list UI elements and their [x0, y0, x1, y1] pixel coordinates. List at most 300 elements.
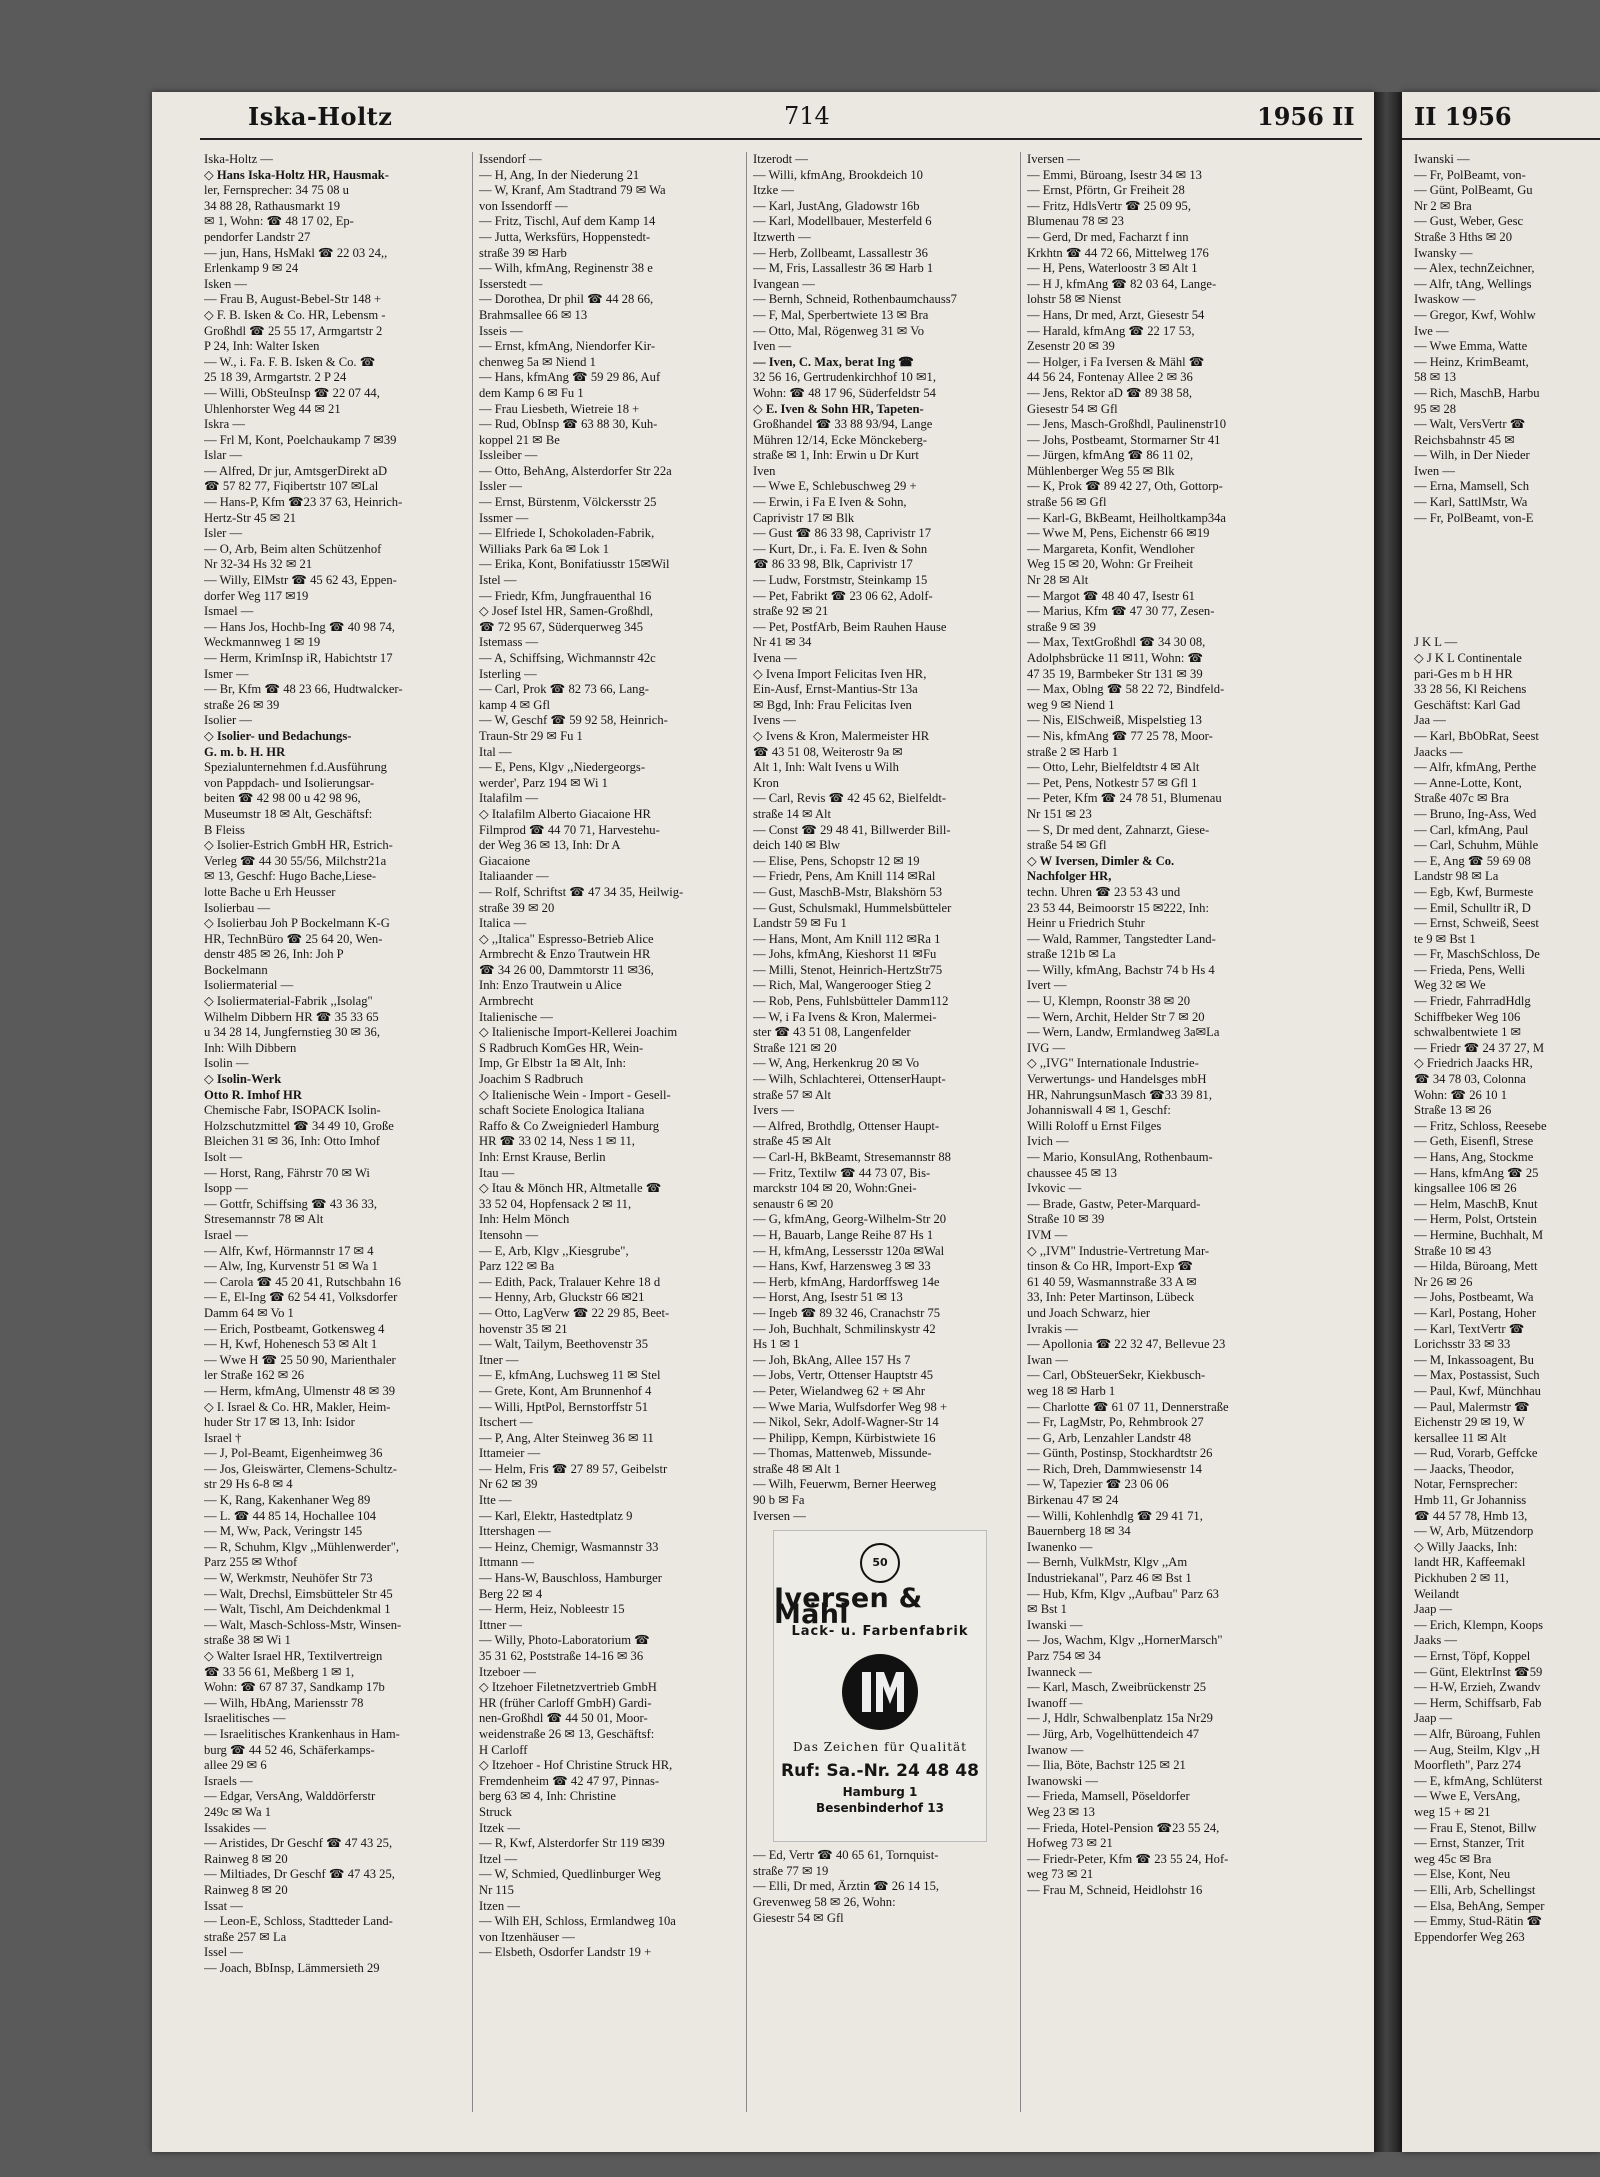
directory-entry-line: — Karl, SattlMstr, Wa: [1414, 495, 1528, 510]
directory-entry-line: — Walt, Tailym, Beethovenstr 35: [479, 1337, 649, 1352]
directory-entry-line: — Wilh, Feuerwm, Berner Heerweg: [753, 1477, 937, 1492]
directory-entry-line: — Ed, Vertr ☎ 40 65 61, Tornquist-: [753, 1848, 939, 1863]
directory-entry-line: von Issendorff —: [479, 198, 568, 213]
directory-entry-line: Bauernberg 18 ✉ 34: [1027, 1524, 1131, 1539]
directory-entry-line: — Willy, kfmAng, Bachstr 74 b Hs 4: [1027, 962, 1215, 977]
directory-entry-line: Lorichsstr 33 ✉ 33: [1414, 1337, 1511, 1352]
directory-entry-line: — A, Schiffsing, Wichmannstr 42c: [479, 651, 656, 665]
directory-entry-line: schwalbentwiete 1 ✉: [1414, 1025, 1522, 1040]
column-4: [1020, 152, 1279, 2112]
directory-entry-line: — Fritz, Tischl, Auf dem Kamp 14: [479, 214, 656, 229]
directory-entry-line: Traun-Str 29 ✉ Fu 1: [479, 728, 583, 743]
directory-entry-line: ◇ Willy Jaacks, Inh:: [1414, 1539, 1518, 1554]
directory-entry-line: kingsallee 106 ✉ 26: [1414, 1181, 1517, 1196]
directory-entry-line: — Herm, Heiz, Nobleestr 15: [479, 1602, 625, 1617]
directory-entry-line: — Peter, Kfm ☎ 24 78 51, Blumenau: [1027, 791, 1222, 806]
directory-entry-line: — Wilh EH, Schloss, Ermlandweg 10a: [479, 1914, 676, 1929]
directory-entry-line: — Iven, C. Max, berat Ing ☎: [753, 354, 914, 369]
directory-entry-line: — Aristides, Dr Geschf ☎ 47 43 25,: [204, 1836, 393, 1851]
directory-entry-line: — G, kfmAng, Georg-Wilhelm-Str 20: [753, 1212, 947, 1227]
directory-entry-line: Isken —: [204, 276, 248, 291]
directory-entry-line: Schiffbeker Weg 106: [1414, 1009, 1521, 1024]
directory-entry-line: J K L —: [1414, 635, 1458, 650]
directory-entry-line: Iwan —: [1027, 1352, 1068, 1367]
directory-entry-line: weg 73 ✉ 21: [1027, 1867, 1094, 1882]
directory-entry-line: Iven: [753, 463, 776, 478]
directory-entry-line: — Karl, Postang, Hoher: [1414, 1305, 1537, 1320]
directory-entry-line: — H J, kfmAng ☎ 82 03 64, Lange-: [1027, 276, 1217, 291]
directory-entry-line: — Gregor, Kwf, Wohlw: [1414, 307, 1536, 322]
directory-entry-line: straße 38 ✉ Wi 1: [204, 1633, 291, 1648]
directory-entry-line: — Frau M, Schneid, Heidlohstr 16: [1027, 1882, 1203, 1897]
directory-columns: [204, 152, 1364, 2122]
directory-entry-line: — Willi, kfmAng, Brookdeich 10: [753, 167, 923, 182]
directory-entry-line: chaussee 45 ✉ 13: [1027, 1165, 1117, 1180]
directory-entry-line: — Frieda, Hotel-Pension ☎23 55 24,: [1027, 1820, 1220, 1835]
directory-entry-line: Inh: Enzo Trautwein u Alice: [479, 978, 622, 993]
directory-entry-line: Istemass —: [479, 635, 539, 650]
directory-entry-line: — Erika, Kont, Bonifatiusstr 15✉Wil: [479, 557, 670, 572]
directory-entry-line: Giesestr 54 ✉ Gfl: [1027, 401, 1118, 416]
directory-entry-line: — Elli, Arb, Schellingst: [1414, 1882, 1536, 1897]
directory-entry-line: — Frau E, Stenot, Billw: [1414, 1820, 1537, 1835]
directory-entry-line: — Dorothea, Dr phil ☎ 44 28 66,: [479, 292, 654, 307]
directory-entry-line: — Ilia, Böte, Bachstr 125 ✉ 21: [1027, 1758, 1186, 1773]
directory-entry-line: — Gust, Weber, Gesc: [1414, 214, 1524, 229]
directory-entry-line: — R, Kwf, Alsterdorfer Str 119 ✉39: [479, 1836, 665, 1851]
directory-entry-line: Itzeboer —: [479, 1664, 536, 1679]
directory-entry-line: Straße 10 ✉ 39: [1027, 1212, 1105, 1227]
directory-entry-line: und Joach Schwarz, hier: [1027, 1305, 1151, 1320]
directory-entry-line: — Carl, Schuhm, Mühle: [1414, 838, 1539, 853]
directory-entry-line: — F, Mal, Sperbertwiete 13 ✉ Bra: [753, 307, 929, 322]
directory-entry-line: Hofweg 73 ✉ 21: [1027, 1836, 1113, 1851]
directory-entry-line: — Milli, Stenot, Heinrich-HertzStr75: [753, 962, 943, 977]
directory-entry-line: — Ernst, Pförtn, Gr Freiheit 28: [1027, 183, 1185, 198]
directory-entry-line: Nr 2 ✉ Bra: [1414, 198, 1472, 213]
directory-entry-line: [1414, 557, 1600, 573]
directory-entry-line: Isolin —: [204, 1056, 249, 1071]
directory-entry-line: — Aug, Steilm, Klgv ,,H: [1414, 1742, 1540, 1757]
directory-entry-line: [1414, 542, 1600, 558]
directory-entry-line: Pickhuben 2 ✉ 11,: [1414, 1571, 1509, 1586]
directory-entry-line: Isler —: [204, 526, 243, 541]
directory-entry-line: — Rud, ObInsp ☎ 63 88 30, Kuh-: [479, 417, 658, 432]
directory-entry-line: Ital —: [479, 744, 512, 759]
directory-entry-line: Itzke —: [753, 183, 794, 198]
directory-entry-line: chenweg 5a ✉ Niend 1: [479, 354, 596, 369]
directory-entry-line: Iwanski —: [1414, 152, 1470, 166]
directory-entry-line: — Harald, kfmAng ☎ 22 17 53,: [1027, 323, 1195, 338]
directory-entry-line: — Ingeb ☎ 89 32 46, Cranachstr 75: [753, 1305, 941, 1320]
directory-entry-line: — Rolf, Schriftst ☎ 47 34 35, Heilwig-: [479, 884, 684, 899]
directory-entry-line: — M, Fris, Lassallestr 36 ✉ Harb 1: [753, 261, 934, 276]
directory-entry-line: — Gust, MaschB-Mstr, Blakshörn 53: [753, 884, 943, 899]
directory-entry-line: — Hans, kfmAng ☎ 25: [1414, 1165, 1539, 1180]
directory-entry-line: straße 121b ✉ La: [1027, 947, 1116, 962]
directory-entry-line: — Alfr, Büroang, Fuhlen: [1414, 1726, 1541, 1741]
directory-entry-line: Geschäftst: Karl Gad: [1414, 697, 1521, 712]
directory-entry-line: Itzerodt —: [753, 152, 808, 166]
directory-entry-line: Mühren 12/14, Ecke Mönckeberg-: [753, 432, 927, 447]
directory-entry-line: B Fleiss: [204, 822, 245, 837]
directory-entry-line: — Thomas, Mattenweb, Missunde-: [753, 1446, 932, 1461]
directory-entry-line: — Erich, Postbeamt, Gotkensweg 4: [204, 1321, 385, 1336]
directory-entry-line: — Elsa, BehAng, Semper: [1414, 1898, 1545, 1913]
directory-entry-line: straße ✉ 1, Inh: Erwin u Dr Kurt: [753, 448, 919, 463]
directory-entry-line: — G, Arb, Lenzahler Landstr 48: [1027, 1430, 1192, 1445]
directory-entry-line: — Alw, Ing, Kurvenstr 51 ✉ Wa 1: [204, 1259, 378, 1274]
directory-entry-line: dem Kamp 6 ✉ Fu 1: [479, 385, 584, 400]
directory-entry-line: — Erna, Mamsell, Sch: [1414, 479, 1530, 494]
directory-entry-line: — Fritz, HdlsVertr ☎ 25 09 95,: [1027, 198, 1192, 213]
directory-entry-line: ✉ Bst 1: [1027, 1602, 1067, 1617]
ad-motto: Das Zeichen für Qualität: [792, 1740, 968, 1755]
directory-entry-line: Iwanneck —: [1027, 1664, 1092, 1679]
directory-entry-line: Weckmannweg 1 ✉ 19: [204, 635, 321, 650]
directory-entry-line: — Joh, Buchhalt, Schmilinskystr 42: [753, 1321, 936, 1336]
directory-entry-line: Stresemannstr 78 ✉ Alt: [204, 1212, 324, 1227]
directory-entry-line: — Helm, Fris ☎ 27 89 57, Geibelstr: [479, 1461, 668, 1476]
directory-entry-line: weidenstraße 26 ✉ 13, Geschäftsf:: [479, 1726, 655, 1741]
directory-entry-line: — Brade, Gastw, Peter-Marquard-: [1027, 1196, 1201, 1211]
directory-entry-line: — Margot ☎ 48 40 47, Isestr 61: [1027, 588, 1195, 603]
directory-entry-line: Itschert —: [479, 1415, 533, 1430]
directory-entry-line: u 34 28 14, Jungfernstieg 30 ✉ 36,: [204, 1025, 381, 1040]
directory-entry-line: Itner —: [479, 1352, 519, 1367]
directory-entry-line: — E, Ang ☎ 59 69 08: [1414, 853, 1531, 868]
directory-entry-line: Ivens —: [753, 713, 797, 728]
directory-entry-line: — Carl, kfmAng, Paul: [1414, 822, 1529, 837]
directory-entry-line: 33 52 04, Hopfensack 2 ✉ 11,: [479, 1196, 632, 1211]
directory-entry-line: — Karl, Masch, Zweibrückenstr 25: [1027, 1680, 1207, 1695]
directory-entry-line: — Friedr-Peter, Kfm ☎ 23 55 24, Hof-: [1027, 1851, 1229, 1866]
directory-entry-line: Berg 22 ✉ 4: [479, 1586, 543, 1601]
directory-entry-line: — Jürgen, kfmAng ☎ 86 11 02,: [1027, 448, 1194, 463]
directory-entry-line: Spezialunternehmen f.d.Ausführung: [204, 760, 387, 775]
directory-entry-line: 34 88 28, Rathausmarkt 19: [204, 198, 341, 213]
directory-entry-line: ◇ Josef Istel HR, Samen-Großhdl,: [479, 604, 654, 619]
directory-entry-line: — Alfr, tAng, Wellings: [1414, 276, 1532, 291]
directory-entry-line: — Edith, Pack, Tralauer Kehre 18 d: [479, 1274, 661, 1289]
directory-entry-line: koppel 21 ✉ Be: [479, 432, 560, 447]
directory-entry-line: straße 39 ✉ Harb: [479, 245, 567, 260]
directory-entry-line: — Wilh, in Der Nieder: [1414, 448, 1530, 463]
directory-entry-line: — Frau Liesbeth, Wietreie 18 +: [479, 401, 640, 416]
directory-entry-line: — Walt, VersVertr ☎: [1414, 417, 1526, 432]
directory-entry-line: — Jürg, Arb, Vogelhüttendeich 47: [1027, 1726, 1200, 1741]
directory-entry-line: — W, Ang, Herkenkrug 20 ✉ Vo: [753, 1056, 920, 1071]
directory-entry-line: [1414, 604, 1600, 620]
directory-entry-line: — Max, TextGroßhdl ☎ 34 30 08,: [1027, 635, 1206, 650]
directory-entry-line: landt HR, Kaffeemakl: [1414, 1555, 1526, 1570]
directory-entry-line: Israel —: [204, 1227, 248, 1242]
directory-entry-line: Filmprod ☎ 44 70 71, Harvestehu-: [479, 822, 660, 837]
directory-entry-line: ◇ Walter Israel HR, Textilvertreign: [204, 1649, 383, 1663]
directory-entry-line: — Pet, Fabrikt ☎ 23 06 62, Adolf-: [753, 588, 933, 603]
directory-entry-line: Straße 121 ✉ 20: [753, 1040, 837, 1055]
directory-entry-line: Nr 28 ✉ Alt: [1027, 573, 1089, 588]
directory-entry-line: Johanniswall 4 ✉ 1, Geschf:: [1027, 1103, 1171, 1118]
directory-entry-line: 47 35 19, Barmbeker Str 131 ✉ 39: [1027, 666, 1203, 681]
directory-entry-line: ◇ Itau & Mönch HR, Altmetalle ☎: [479, 1181, 662, 1196]
directory-entry-line: huder Str 17 ✉ 13, Inh: Isidor: [204, 1415, 355, 1430]
directory-entry-line: — Johs, Postbeamt, Stormarner Str 41: [1027, 432, 1221, 447]
directory-entry-line: — P, Ang, Alter Steinweg 36 ✉ 11: [479, 1430, 654, 1445]
directory-entry-line: — Karl, TextVertr ☎: [1414, 1321, 1525, 1336]
directory-entry-line: — Fr, PolBeamt, von-E: [1414, 510, 1534, 525]
directory-entry-line: — Elfriede I, Schokoladen-Fabrik,: [479, 526, 655, 541]
directory-entry-line: ◇ Friedrich Jaacks HR,: [1414, 1056, 1533, 1071]
directory-entry-line: ◇ Italienische Wein - Import - Gesell-: [479, 1087, 671, 1102]
directory-entry-line: — Hans-P, Kfm ☎23 37 63, Heinrich-: [204, 495, 403, 510]
directory-entry-line: — Alfred, Brothdlg, Ottenser Haupt-: [753, 1118, 940, 1133]
directory-entry-line: Ivers —: [753, 1103, 794, 1118]
directory-entry-line: straße 45 ✉ Alt: [753, 1134, 832, 1149]
directory-entry-line: weg 15 + ✉ 21: [1414, 1804, 1491, 1819]
directory-entry-line: — Wern, Archit, Helder Str 7 ✉ 20: [1027, 1009, 1205, 1024]
directory-entry-line: Jaaks —: [1414, 1633, 1458, 1648]
directory-entry-line: Itensohn —: [479, 1227, 539, 1242]
directory-page-left: [152, 92, 1374, 2152]
directory-entry-line: Istel —: [479, 573, 517, 588]
directory-entry-line: Reichsbahnstr 45 ✉: [1414, 432, 1515, 447]
directory-entry-line: Ittner —: [479, 1617, 523, 1632]
directory-entry-line: Großhandel ☎ 33 88 93/94, Lange: [753, 417, 933, 432]
directory-entry-line: — Joh, BkAng, Allee 157 Hs 7: [753, 1352, 911, 1367]
directory-entry-line: — E, Arb, Klgv ,,Kiesgrube",: [479, 1243, 629, 1258]
directory-entry-line: ◇ Isolier- und Bedachungs-: [204, 728, 352, 743]
directory-entry-line: Italica —: [479, 916, 527, 931]
directory-entry-line: dorfer Weg 117 ✉19: [204, 588, 309, 603]
column-1: [204, 152, 456, 2112]
directory-entry-line: — U, Klempn, Roonstr 38 ✉ 20: [1027, 994, 1191, 1009]
directory-entry-line: P 24, Inh: Walter Isken: [204, 339, 320, 354]
directory-entry-line: — Hans-W, Bauschloss, Hamburger: [479, 1571, 662, 1586]
directory-entry-line: Isolierbau —: [204, 900, 271, 915]
directory-entry-line: allee 29 ✉ 6: [204, 1758, 267, 1773]
directory-entry-line: — Elise, Pens, Schopstr 12 ✉ 19: [753, 853, 920, 868]
directory-entry-line: te 9 ✉ Bst 1: [1414, 931, 1476, 946]
directory-entry-line: straße 2 ✉ Harb 1: [1027, 744, 1118, 759]
directory-entry-line: — Erwin, i Fa E Iven & Sohn,: [753, 495, 907, 510]
directory-entry-line: hovenstr 35 ✉ 21: [479, 1321, 568, 1336]
directory-entry-line: ◇ Isolin-Werk: [204, 1072, 282, 1087]
running-head-right: 1956 II: [1257, 102, 1355, 131]
directory-entry-line: — Walt, Tischl, Am Deichdenkmal 1: [204, 1602, 391, 1617]
directory-entry-line: Iwanenko —: [1027, 1539, 1093, 1554]
directory-entry-line: HR, TechnBüro ☎ 25 64 20, Wen-: [204, 931, 383, 946]
directory-entry-line: — Wwe E, VersAng,: [1414, 1789, 1521, 1804]
directory-entry-line: Itzwerth —: [753, 229, 811, 244]
directory-entry-line: — Hans Jos, Hochb-Ing ☎ 40 98 74,: [204, 619, 395, 634]
directory-entry-line: ☎ 57 82 77, Fiqibertstr 107 ✉Lal: [204, 479, 379, 494]
directory-entry-line: — Ernst, Schweiß, Seest: [1414, 916, 1539, 931]
directory-entry-line: — W, Schmied, Quedlinburger Weg: [479, 1867, 661, 1882]
directory-entry-line: Notar, Fernsprecher:: [1414, 1477, 1518, 1492]
directory-entry-line: — Heinz, KrimBeamt,: [1414, 354, 1529, 369]
directory-entry-line: Großhdl ☎ 25 55 17, Armgartstr 2: [204, 323, 383, 338]
directory-entry-line: — Hans, Ang, Stockme: [1414, 1150, 1534, 1164]
right-page-running-head: II 1956: [1414, 102, 1512, 131]
directory-entry-line: Weg 15 ✉ 20, Wohn: Gr Freiheit: [1027, 557, 1194, 572]
ad-phone: Ruf: Sa.-Nr. 24 48 48: [781, 1760, 979, 1781]
directory-entry-line: Isolier —: [204, 713, 252, 728]
directory-entry-line: Iwe —: [1414, 323, 1449, 338]
directory-page-right: [1402, 92, 1600, 2152]
directory-entry-line: weg 9 ✉ Niend 1: [1027, 697, 1115, 712]
directory-entry-line: ◇ Isolierbau Joh P Bockelmann K-G: [204, 916, 390, 931]
directory-entry-line: Heinr u Friedrich Stuhr: [1027, 916, 1145, 931]
directory-entry-line: — Peter, Wielandweg 62 + ✉ Ahr: [753, 1383, 926, 1398]
directory-entry-line: — H, Ang, In der Niederung 21: [479, 167, 640, 182]
directory-entry-line: Itte —: [479, 1493, 512, 1508]
directory-entry-line: — Helm, MaschB, Knut: [1414, 1196, 1538, 1211]
directory-entry-line: — Hermine, Buchhalt, M: [1414, 1227, 1544, 1242]
directory-entry-line: — Frieda, Pens, Welli: [1414, 962, 1526, 977]
directory-entry-line: — Jos, Wachm, Klgv ,,HornerMarsch": [1027, 1633, 1223, 1648]
directory-entry-line: — Günt, PolBeamt, Gu: [1414, 183, 1533, 198]
directory-entry-line: Isolt —: [204, 1150, 243, 1164]
directory-entry-line: ◇ Itzehoer - Hof Christine Struck HR,: [479, 1758, 673, 1773]
directory-entry-line: — Gerd, Dr med, Facharzt f inn: [1027, 229, 1189, 244]
directory-entry-line: Wohn: ☎ 26 10 1: [1414, 1087, 1508, 1102]
directory-entry-line: marckstr 104 ✉ 20, Wohn:Gnei-: [753, 1181, 917, 1196]
directory-entry-line: Caprivistr 17 ✉ Blk: [753, 510, 855, 525]
directory-entry-line: berg 63 ✉ 4, Inh: Christine: [479, 1789, 616, 1804]
anniversary-badge-icon: 50: [860, 1543, 900, 1583]
directory-entry-line: Fremdenheim ☎ 42 47 97, Pinnas-: [479, 1773, 660, 1788]
directory-entry-line: — Hans, Mont, Am Knill 112 ✉Ra 1: [753, 931, 941, 946]
directory-entry-line: Iwanowski —: [1027, 1773, 1099, 1788]
directory-entry-line: — Wald, Rammer, Tangstedter Land-: [1027, 931, 1216, 946]
directory-entry-line: — Carl, ObSteuerSekr, Kiekbusch-: [1027, 1368, 1206, 1383]
directory-entry-line: Bockelmann: [204, 962, 268, 977]
directory-entry-line: Nr 32-34 Hs 32 ✉ 21: [204, 557, 313, 572]
directory-entry-line: Krkhtn ☎ 44 72 66, Mittelweg 176: [1027, 245, 1209, 260]
directory-entry-line: — Joach, BbInsp, Lämmersieth 29: [204, 1960, 380, 1975]
directory-entry-line: [1414, 620, 1600, 636]
directory-entry-line: Ivena —: [753, 651, 797, 665]
directory-entry-line: — Mario, KonsulAng, Rothenbaum-: [1027, 1150, 1213, 1164]
directory-entry-line: — Erich, Klempn, Koops: [1414, 1617, 1544, 1632]
directory-entry-line: Itzek —: [479, 1820, 520, 1835]
directory-entry-line: Hmb 11, Gr Johanniss: [1414, 1493, 1527, 1508]
directory-entry-line: Alt 1, Inh: Walt Ivens u Wilh: [753, 760, 899, 775]
directory-entry-line: — Nis, kfmAng ☎ 77 25 78, Moor-: [1027, 728, 1213, 743]
directory-entry-line: straße 77 ✉ 19: [753, 1863, 829, 1878]
directory-entry-line: ◇ Isolier-Estrich GmbH HR, Estrich-: [204, 838, 393, 853]
directory-entry-line: Straße 10 ✉ 43: [1414, 1243, 1492, 1258]
directory-entry-line: — Rud, Vorarb, Geffcke: [1414, 1446, 1538, 1461]
directory-entry-line: Itzel —: [479, 1851, 518, 1866]
directory-entry-line: — Nikol, Sekr, Adolf-Wagner-Str 14: [753, 1415, 939, 1430]
directory-entry-line: IVM —: [1027, 1227, 1068, 1242]
directory-entry-line: — Frl M, Kont, Poelchaukamp 7 ✉39: [204, 432, 397, 447]
right-header-rule: [1402, 138, 1600, 140]
directory-entry-line: — Wwe Maria, Wulfsdorfer Weg 98 +: [753, 1399, 948, 1414]
directory-entry-line: ◇ E. Iven & Sohn HR, Tapeten-: [753, 401, 924, 416]
directory-entry-line: — Herm, kfmAng, Ulmenstr 48 ✉ 39: [204, 1383, 396, 1398]
directory-entry-line: — Paul, Malermstr ☎: [1414, 1399, 1530, 1414]
directory-entry-line: von Pappdach- und Isolierungsar-: [204, 775, 375, 790]
advertisement-iversen-maehl: [773, 1530, 987, 1842]
directory-entry-line: Isterling —: [479, 666, 537, 681]
directory-entry-line: — E, El-Ing ☎ 62 54 41, Volksdorfer: [204, 1290, 398, 1305]
directory-entry-line: denstr 485 ✉ 26, Inh: Joh P: [204, 947, 344, 962]
directory-entry-line: — Pet, Pens, Notkestr 57 ✉ Gfl 1: [1027, 775, 1198, 790]
directory-entry-line: — Edgar, VersAng, Walddörferstr: [204, 1789, 376, 1804]
directory-entry-line: — Karl-G, BkBeamt, Heilholtkamp34a: [1027, 510, 1227, 525]
directory-entry-line: 58 ✉ 13: [1414, 370, 1457, 385]
directory-entry-line: Ittameier —: [479, 1446, 541, 1461]
directory-entry-line: — Otto, Mal, Rögenweg 31 ✉ Vo: [753, 323, 925, 338]
directory-entry-line: Weg 23 ✉ 13: [1027, 1804, 1095, 1819]
directory-entry-line: ◇ Itzehoer Filetnetzvertrieb GmbH: [479, 1680, 657, 1695]
directory-entry-line: straße 257 ✉ La: [204, 1929, 287, 1944]
directory-entry-line: 61 40 59, Wasmannstraße 33 A ✉: [1027, 1274, 1197, 1289]
directory-entry-line: — W., i. Fa. F. B. Isken & Co. ☎: [204, 354, 376, 369]
directory-entry-line: — Elsbeth, Osdorfer Landstr 19 +: [479, 1945, 652, 1960]
directory-entry-line: Damm 64 ✉ Vo 1: [204, 1305, 294, 1320]
directory-entry-line: — W, Werkmstr, Neuhöfer Str 73: [204, 1571, 373, 1586]
directory-entry-line: — Egb, Kwf, Burmeste: [1414, 884, 1534, 899]
directory-entry-line: — Friedr, Pens, Am Knill 114 ✉Ral: [753, 869, 936, 884]
im-logo-icon: [840, 1652, 920, 1732]
directory-entry-line: Ismer —: [204, 666, 249, 681]
directory-entry-line: — E, kfmAng, Schlüterst: [1414, 1773, 1543, 1788]
directory-entry-line: — Wwe M, Pens, Eichenstr 66 ✉19: [1027, 526, 1210, 541]
directory-entry-line: — Ernst, Bürstenm, Völckersstr 25: [479, 495, 657, 510]
directory-entry-line: 249c ✉ Wa 1: [204, 1804, 272, 1819]
directory-entry-line: 44 56 24, Fontenay Allee 2 ✉ 36: [1027, 370, 1193, 385]
directory-entry-line: — Herb, kfmAng, Hardorffsweg 14e: [753, 1274, 940, 1289]
directory-entry-line: — R, Schuhm, Klgv ,,Mühlenwerder",: [204, 1539, 400, 1554]
directory-entry-line: Issel —: [204, 1945, 243, 1960]
directory-entry-line: Isserstedt —: [479, 276, 543, 291]
directory-entry-line: — Jobs, Vertr, Ottenser Hauptstr 45: [753, 1368, 934, 1383]
directory-entry-line: 23 53 44, Beimoorstr 15 ✉222, Inh:: [1027, 900, 1209, 915]
directory-entry-line: — Karl, Modellbauer, Mesterfeld 6: [753, 214, 932, 229]
directory-entry-line: — Rich, Dreh, Dammwiesenstr 14: [1027, 1461, 1202, 1476]
directory-entry-line: lotte Bache u Erh Heusser: [204, 884, 336, 899]
directory-entry-line: — Fr, MaschSchloss, De: [1414, 947, 1540, 962]
directory-entry-line: — Gottfr, Schiffsing ☎ 43 36 33,: [204, 1196, 378, 1211]
directory-entry-line: Weg 32 ✉ We: [1414, 978, 1486, 993]
directory-entry-line: — M, Inkassoagent, Bu: [1414, 1352, 1534, 1367]
directory-entry-line: straße 56 ✉ Gfl: [1027, 495, 1107, 510]
directory-entry-line: Iversen —: [1027, 152, 1080, 166]
directory-entry-line: — Karl, JustAng, Gladowstr 16b: [753, 198, 920, 213]
directory-entry-line: — Willy, Photo-Laboratorium ☎: [479, 1633, 650, 1648]
directory-entry-line: — Alfr, Kwf, Hörmannstr 17 ✉ 4: [204, 1243, 374, 1258]
directory-entry-line: 95 ✉ 28: [1414, 401, 1457, 416]
directory-entry-line: — Elli, Dr med, Ärztin ☎ 26 14 15,: [753, 1879, 940, 1894]
directory-entry-line: ☎ 86 33 98, Blk, Caprivistr 17: [753, 557, 913, 572]
directory-entry-line: schaft Societe Enologica Italiana: [479, 1103, 645, 1118]
directory-entry-line: — Hans, Dr med, Arzt, Giesestr 54: [1027, 307, 1205, 322]
directory-entry-line: — Bruno, Ing-Ass, Wed: [1414, 806, 1537, 821]
directory-entry-line: ☎ 43 51 08, Weiterostr 9a ✉: [753, 744, 903, 759]
directory-entry-line: — Wwe Emma, Watte: [1414, 339, 1528, 354]
directory-entry-line: Zesenstr 20 ✉ 39: [1027, 339, 1115, 354]
column-3-bottom: [753, 1848, 1005, 1926]
directory-entry-line: — Bernh, VulkMstr, Klgv ,,Am: [1027, 1555, 1188, 1570]
directory-entry-line: — Wilh, Schlachterei, OttenserHaupt-: [753, 1072, 946, 1087]
directory-entry-line: weg 45c ✉ Bra: [1414, 1851, 1492, 1866]
directory-entry-line: — jun, Hans, HsMakl ☎ 22 03 24,,: [204, 245, 388, 260]
directory-entry-line: 25 18 39, Armgartstr. 2 P 24: [204, 370, 347, 385]
